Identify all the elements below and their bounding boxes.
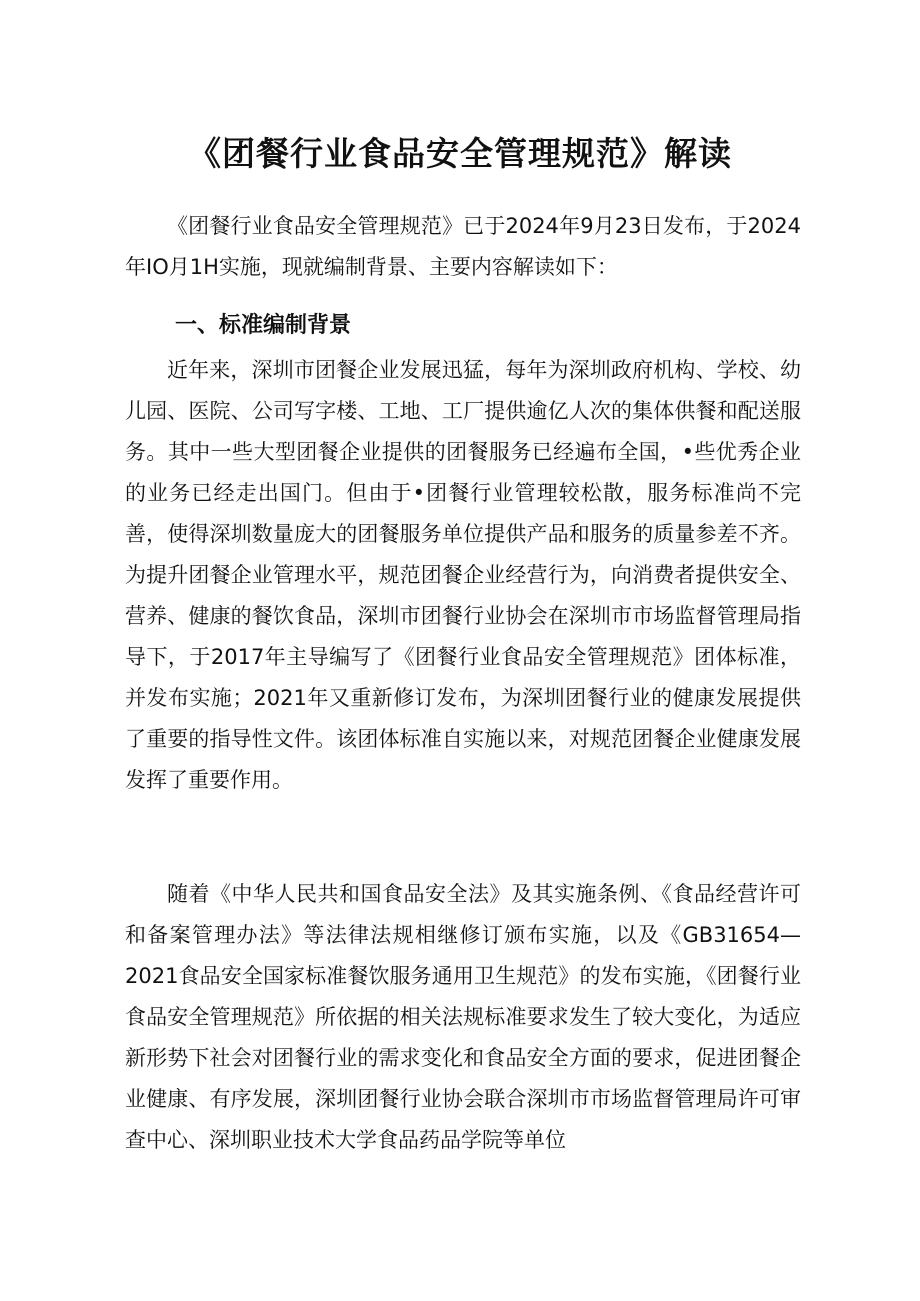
background-paragraph-1: 近年来，深圳市团餐企业发展迅猛，每年为深圳政府机构、学校、幼儿园、医院、公司写字楼、工地、工厂提供逾亿人次的集体供餐和配送服务。其中一些大型团餐企业提供的团餐服务已经遍布全国，•些优秀企业的业务已经走出国门。但由于•团餐行业管理较松散，服务标准尚不完善，使得深圳数量庞大的团餐服务单位提供产品和服务的质量参差不齐。为提升团餐企业管理水平，规范团餐企业经营行为，向消费者提供安全、营养、健康的餐饮食品，深圳市团餐行业协会在深圳市市场监督管理局指导下，于2017年主导编写了《团餐行业食品安全管理规范》团体标准，并发布实施；2021年又重新修订发布，为深圳团餐行业的健康发展提供了重要的指导性文件。该团体标准自实施以来，对规范团餐企业健康发展发挥了重要作用。 (125, 358, 801, 792)
section-heading-background: 一、标准编制背景 (175, 313, 352, 338)
background-paragraph-2: 随着《中华人民共和国食品安全法》及其实施条例、《食品经营许可和备案管理办法》等法律法规相继修订颁布实施，以及《GB31654—2021食品安全国家标准餐饮服务通用卫生规范》的发布实施，《团餐行业食品安全管理规范》所依据的相关法规标准要求发生了较大变化，为适应新形势下社会对团餐行业的需求变化和食品安全方面的要求，促进团餐企业健康、有序发展，深圳团餐行业协会联合深圳市市场监督管理局许可审查中心、深圳职业技术大学食品药品学院等单位 (125, 882, 801, 1152)
document-title: 《团餐行业食品安全管理规范》解读 (188, 134, 732, 174)
intro-paragraph: 《团餐行业食品安全管理规范》已于2024年9月23日发布，于2024年IO月1H实施，现就编制背景、主要内容解读如下： (125, 214, 801, 279)
